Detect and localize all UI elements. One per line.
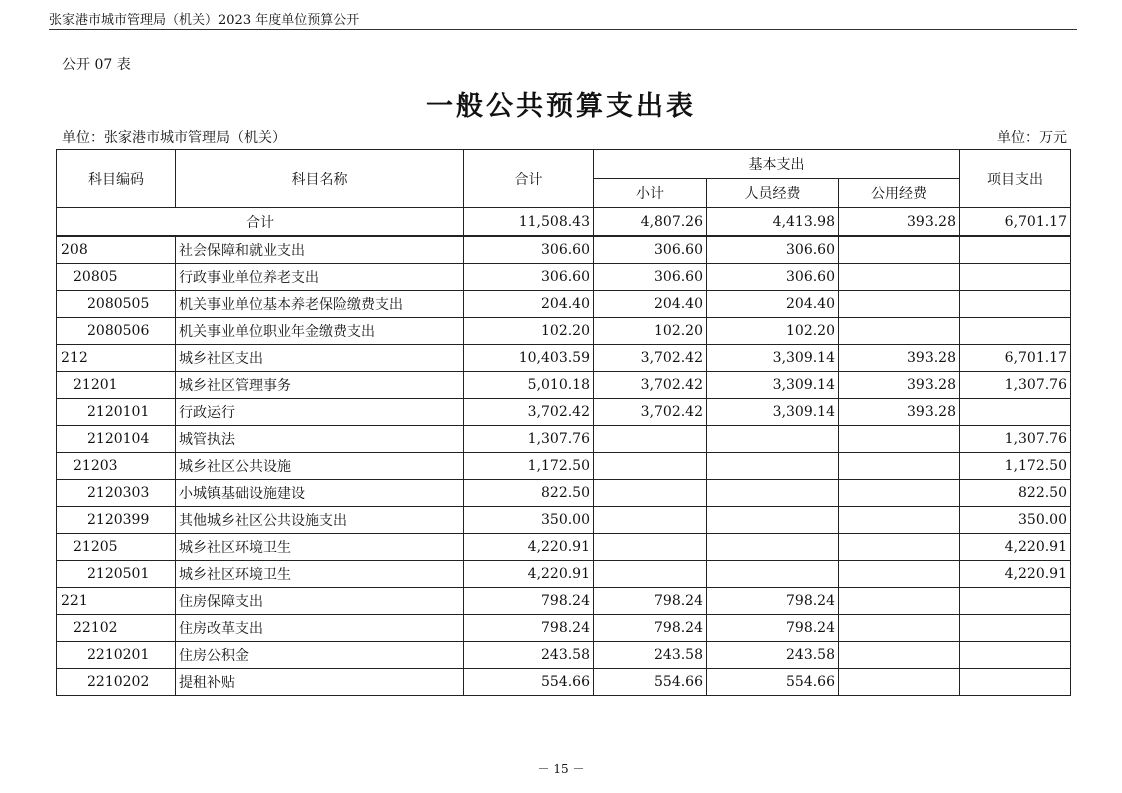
cell-public — [839, 426, 960, 453]
col-header-total: 合计 — [464, 150, 594, 208]
cell-name: 城管执法 — [176, 426, 464, 453]
table-row — [57, 236, 1071, 264]
cell-personnel: 3,309.14 — [707, 372, 839, 399]
cell-public — [839, 507, 960, 534]
total-project: 6,701.17 — [960, 208, 1071, 237]
cell-code: 2080506 — [57, 318, 176, 345]
cell-name: 住房公积金 — [176, 642, 464, 669]
cell-total: 4,220.91 — [464, 534, 594, 561]
cell-total: 10,403.59 — [464, 345, 594, 372]
cell-public: 393.28 — [839, 345, 960, 372]
cell-project — [960, 291, 1071, 318]
cell-personnel — [707, 507, 839, 534]
cell-code: 21201 — [57, 372, 176, 399]
cell-subtotal: 306.60 — [594, 236, 707, 264]
total-row — [57, 208, 1071, 237]
cell-code: 21205 — [57, 534, 176, 561]
cell-personnel: 243.58 — [707, 642, 839, 669]
cell-total: 4,220.91 — [464, 561, 594, 588]
cell-name: 城乡社区支出 — [176, 345, 464, 372]
cell-public — [839, 588, 960, 615]
document-header: 张家港市城市管理局（机关）2023 年度单位预算公开 — [49, 13, 360, 28]
total-subtotal: 4,807.26 — [594, 208, 707, 237]
table-row — [57, 291, 1071, 318]
cell-project — [960, 236, 1071, 264]
cell-personnel: 306.60 — [707, 264, 839, 291]
form-number: 公开 07 表 — [62, 57, 131, 73]
cell-name: 其他城乡社区公共设施支出 — [176, 507, 464, 534]
cell-personnel: 554.66 — [707, 669, 839, 696]
cell-personnel — [707, 480, 839, 507]
cell-total: 822.50 — [464, 480, 594, 507]
cell-personnel — [707, 453, 839, 480]
cell-subtotal — [594, 561, 707, 588]
total-amount: 11,508.43 — [464, 208, 594, 237]
table-row — [57, 372, 1071, 399]
cell-subtotal — [594, 480, 707, 507]
cell-subtotal: 306.60 — [594, 264, 707, 291]
cell-personnel: 3,309.14 — [707, 399, 839, 426]
cell-total: 1,172.50 — [464, 453, 594, 480]
cell-code: 2210202 — [57, 669, 176, 696]
cell-code: 2120104 — [57, 426, 176, 453]
cell-total: 204.40 — [464, 291, 594, 318]
cell-project — [960, 615, 1071, 642]
cell-project — [960, 669, 1071, 696]
cell-personnel: 798.24 — [707, 588, 839, 615]
cell-project — [960, 399, 1071, 426]
cell-total: 306.60 — [464, 264, 594, 291]
cell-code: 2120101 — [57, 399, 176, 426]
cell-public — [839, 642, 960, 669]
cell-code: 2210201 — [57, 642, 176, 669]
col-header-name: 科目名称 — [176, 150, 464, 208]
col-header-code: 科目编码 — [57, 150, 176, 208]
cell-subtotal: 3,702.42 — [594, 372, 707, 399]
cell-project — [960, 318, 1071, 345]
cell-subtotal: 554.66 — [594, 669, 707, 696]
cell-total: 798.24 — [464, 615, 594, 642]
cell-personnel: 102.20 — [707, 318, 839, 345]
col-header-basic: 基本支出 — [594, 150, 960, 179]
cell-subtotal — [594, 453, 707, 480]
cell-project: 4,220.91 — [960, 534, 1071, 561]
cell-code: 2120501 — [57, 561, 176, 588]
cell-subtotal: 243.58 — [594, 642, 707, 669]
cell-project — [960, 264, 1071, 291]
cell-project: 6,701.17 — [960, 345, 1071, 372]
cell-public — [839, 264, 960, 291]
cell-public — [839, 453, 960, 480]
cell-subtotal — [594, 426, 707, 453]
table-row — [57, 453, 1071, 480]
table-row — [57, 561, 1071, 588]
col-header-public: 公用经费 — [839, 179, 960, 208]
page-number: － 15 － — [537, 762, 585, 776]
table-row — [57, 507, 1071, 534]
cell-project: 1,307.76 — [960, 372, 1071, 399]
cell-total: 5,010.18 — [464, 372, 594, 399]
cell-code: 2080505 — [57, 291, 176, 318]
cell-public — [839, 669, 960, 696]
cell-code: 2120303 — [57, 480, 176, 507]
table-row — [57, 264, 1071, 291]
table-row — [57, 426, 1071, 453]
cell-code: 21203 — [57, 453, 176, 480]
cell-personnel — [707, 534, 839, 561]
cell-subtotal — [594, 534, 707, 561]
cell-total: 554.66 — [464, 669, 594, 696]
cell-name: 住房改革支出 — [176, 615, 464, 642]
cell-personnel: 306.60 — [707, 236, 839, 264]
cell-name: 机关事业单位职业年金缴费支出 — [176, 318, 464, 345]
table-row — [57, 399, 1071, 426]
cell-total: 798.24 — [464, 588, 594, 615]
cell-public — [839, 615, 960, 642]
cell-project — [960, 642, 1071, 669]
cell-personnel — [707, 561, 839, 588]
cell-public: 393.28 — [839, 372, 960, 399]
cell-total: 243.58 — [464, 642, 594, 669]
cell-name: 行政运行 — [176, 399, 464, 426]
cell-name: 城乡社区环境卫生 — [176, 561, 464, 588]
cell-code: 22102 — [57, 615, 176, 642]
table-row — [57, 669, 1071, 696]
table-row — [57, 615, 1071, 642]
cell-code: 20805 — [57, 264, 176, 291]
col-header-personnel: 人员经费 — [707, 179, 839, 208]
col-header-project: 项目支出 — [960, 150, 1071, 208]
cell-public — [839, 291, 960, 318]
header-rule — [49, 29, 1077, 30]
cell-name: 小城镇基础设施建设 — [176, 480, 464, 507]
cell-name: 城乡社区公共设施 — [176, 453, 464, 480]
cell-public: 393.28 — [839, 399, 960, 426]
currency-unit: 单位：万元 — [997, 130, 1067, 146]
cell-subtotal: 102.20 — [594, 318, 707, 345]
cell-subtotal: 798.24 — [594, 588, 707, 615]
cell-project: 1,172.50 — [960, 453, 1071, 480]
cell-public — [839, 534, 960, 561]
cell-total: 102.20 — [464, 318, 594, 345]
cell-code: 212 — [57, 345, 176, 372]
cell-name: 机关事业单位基本养老保险缴费支出 — [176, 291, 464, 318]
cell-name: 行政事业单位养老支出 — [176, 264, 464, 291]
cell-personnel: 798.24 — [707, 615, 839, 642]
total-public: 393.28 — [839, 208, 960, 237]
cell-total: 1,307.76 — [464, 426, 594, 453]
cell-public — [839, 480, 960, 507]
cell-name: 住房保障支出 — [176, 588, 464, 615]
table-row — [57, 318, 1071, 345]
cell-subtotal — [594, 507, 707, 534]
table-row — [57, 345, 1071, 372]
cell-personnel: 3,309.14 — [707, 345, 839, 372]
cell-total: 350.00 — [464, 507, 594, 534]
organization-unit: 单位：张家港市城市管理局（机关） — [62, 130, 286, 146]
cell-name: 提租补贴 — [176, 669, 464, 696]
cell-project — [960, 588, 1071, 615]
table-row — [57, 534, 1071, 561]
cell-project: 350.00 — [960, 507, 1071, 534]
cell-personnel: 204.40 — [707, 291, 839, 318]
total-personnel: 4,413.98 — [707, 208, 839, 237]
cell-total: 3,702.42 — [464, 399, 594, 426]
cell-name: 城乡社区环境卫生 — [176, 534, 464, 561]
cell-name: 社会保障和就业支出 — [176, 236, 464, 264]
cell-subtotal: 3,702.42 — [594, 399, 707, 426]
cell-public — [839, 561, 960, 588]
cell-subtotal: 204.40 — [594, 291, 707, 318]
cell-project: 1,307.76 — [960, 426, 1071, 453]
page-title: 一般公共预算支出表 — [426, 91, 696, 122]
table-row — [57, 480, 1071, 507]
cell-subtotal: 3,702.42 — [594, 345, 707, 372]
cell-subtotal: 798.24 — [594, 615, 707, 642]
cell-project: 4,220.91 — [960, 561, 1071, 588]
total-label: 合计 — [57, 208, 464, 237]
cell-public — [839, 318, 960, 345]
col-header-subtotal: 小计 — [594, 179, 707, 208]
cell-total: 306.60 — [464, 236, 594, 264]
cell-personnel — [707, 426, 839, 453]
cell-public — [839, 236, 960, 264]
table-row — [57, 642, 1071, 669]
budget-table — [56, 149, 1071, 696]
cell-code: 221 — [57, 588, 176, 615]
cell-code: 208 — [57, 236, 176, 264]
cell-code: 2120399 — [57, 507, 176, 534]
table-row — [57, 588, 1071, 615]
cell-name: 城乡社区管理事务 — [176, 372, 464, 399]
cell-project: 822.50 — [960, 480, 1071, 507]
